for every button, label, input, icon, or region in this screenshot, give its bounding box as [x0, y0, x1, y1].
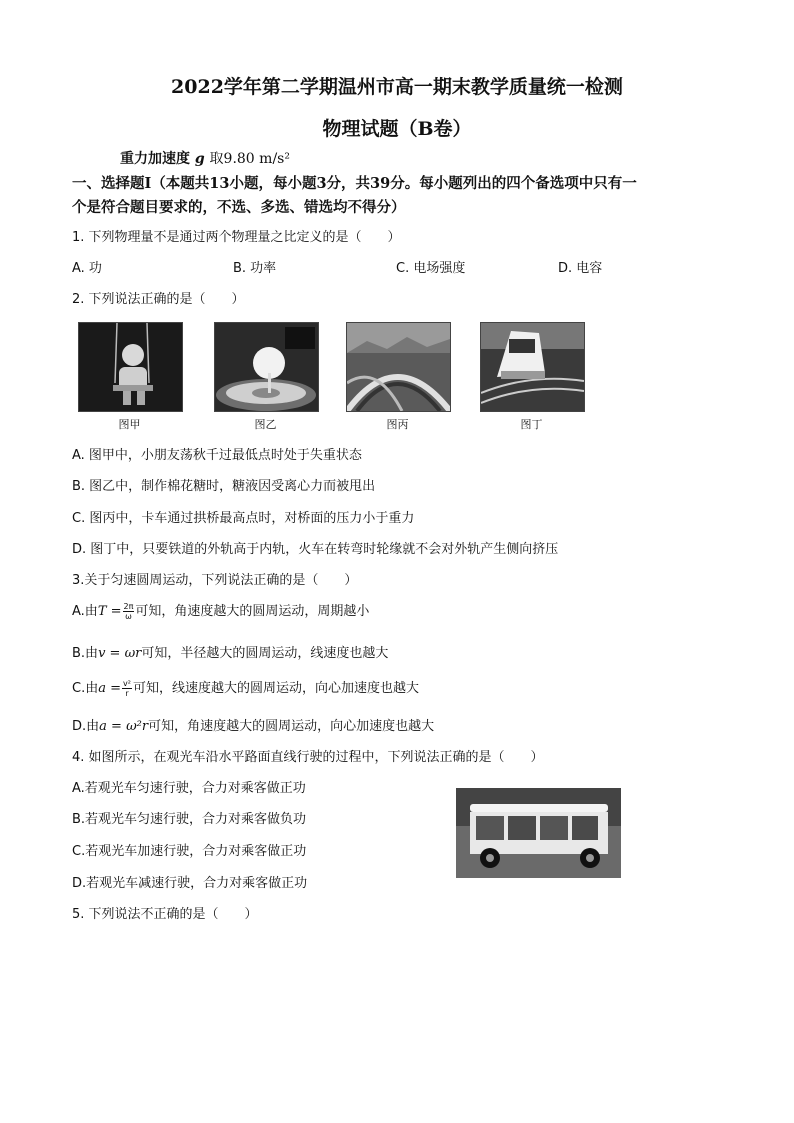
option-d-formula: a = ω²r	[99, 719, 149, 734]
option-b-text: 可知，半径越大的圆周运动，线速度也越大	[141, 646, 389, 661]
question-2-stem: 2. 下列说法正确的是（ ）	[72, 292, 245, 307]
gravity-value: 取9.80 m/s²	[209, 151, 290, 167]
question-1-option-a: A. 功	[72, 261, 102, 276]
question-1-stem: 1. 下列物理量不是通过两个物理量之比定义的是（ ）	[72, 230, 401, 245]
gravity-variable: g	[194, 151, 205, 167]
question-2-option-c: C. 图丙中，卡车通过拱桥最高点时，对桥面的压力小于重力	[72, 511, 415, 526]
option-c-lhs: a =	[98, 681, 121, 696]
option-b-prefix: B.由	[72, 646, 99, 661]
question-1-option-c: C. 电场强度	[396, 261, 466, 276]
question-3-option-d	[72, 715, 434, 734]
option-a-prefix: A.由	[72, 604, 98, 619]
option-d-prefix: D.由	[72, 719, 100, 734]
option-a-numerator: 2π	[123, 602, 134, 611]
gravity-note	[120, 148, 290, 168]
option-c-denominator: r	[125, 689, 129, 698]
question-3-option-b	[72, 642, 388, 661]
figure-swing-photo	[78, 322, 183, 412]
question-2-option-d: D. 图丁中，只要铁道的外轨高于内轨，火车在转弯时轮缘就不会对外轨产生侧向挤压	[72, 542, 559, 557]
option-a-denominator: ω	[125, 612, 132, 621]
question-4-option-a: A.若观光车匀速行驶，合力对乘客做正功	[72, 781, 306, 796]
option-a-lhs: T =	[97, 604, 122, 619]
option-b-formula: v = ωr	[98, 646, 142, 661]
figure-sightseeing-car-photo	[456, 788, 621, 878]
question-5-stem: 5. 下列说法不正确的是（ ）	[72, 907, 258, 922]
option-c-fraction	[122, 679, 132, 698]
figure-train-photo	[480, 322, 585, 412]
option-a-text: 可知，角速度越大的圆周运动，周期越小	[135, 604, 370, 619]
question-4-option-b: B.若观光车匀速行驶，合力对乘客做负功	[72, 812, 307, 827]
question-4-option-d: D.若观光车减速行驶，合力对乘客做正功	[72, 876, 308, 891]
option-c-prefix: C.由	[72, 681, 99, 696]
question-4-option-c: C.若观光车加速行驶，合力对乘客做正功	[72, 844, 307, 859]
question-3-option-a	[72, 600, 369, 621]
section-heading-line1: 一、选择题Ⅰ（本题共13小题，每小题3分，共39分。每小题列出的四个备选项中只有一	[72, 175, 637, 192]
question-2-option-b: B. 图乙中，制作棉花糖时，糖液因受离心力而被甩出	[72, 479, 376, 494]
question-4-stem: 4. 如图所示，在观光车沿水平路面直线行驶的过程中，下列说法正确的是（ ）	[72, 750, 544, 765]
section-heading-line2: 个是符合题目要求的，不选、多选、错选均不得分）	[72, 199, 406, 216]
figure-caption-yi: 图乙	[254, 418, 277, 431]
figure-caption-jia: 图甲	[118, 418, 141, 431]
option-c-numerator: v²	[123, 679, 131, 688]
question-3-option-c	[72, 677, 419, 698]
figure-cotton-candy-photo	[214, 322, 319, 412]
question-2-option-a: A. 图甲中，小朋友荡秋千过最低点时处于失重状态	[72, 448, 362, 463]
exam-title: 2022学年第二学期温州市高一期末教学质量统一检测	[171, 76, 623, 98]
question-3-stem: 3.关于匀速圆周运动，下列说法正确的是（ ）	[72, 573, 358, 588]
gravity-prefix: 重力加速度	[120, 151, 190, 167]
option-d-text: 可知，角速度越大的圆周运动，向心加速度也越大	[148, 719, 435, 734]
figure-caption-bing: 图丙	[386, 418, 409, 431]
figure-caption-ding: 图丁	[520, 418, 543, 431]
option-a-fraction	[123, 602, 135, 621]
figure-arch-bridge-photo	[346, 322, 451, 412]
question-1-option-d: D. 电容	[558, 261, 603, 276]
option-c-text: 可知，线速度越大的圆周运动，向心加速度也越大	[132, 681, 419, 696]
question-1-option-b: B. 功率	[233, 261, 277, 276]
exam-subtitle: 物理试题（B卷）	[322, 118, 472, 140]
